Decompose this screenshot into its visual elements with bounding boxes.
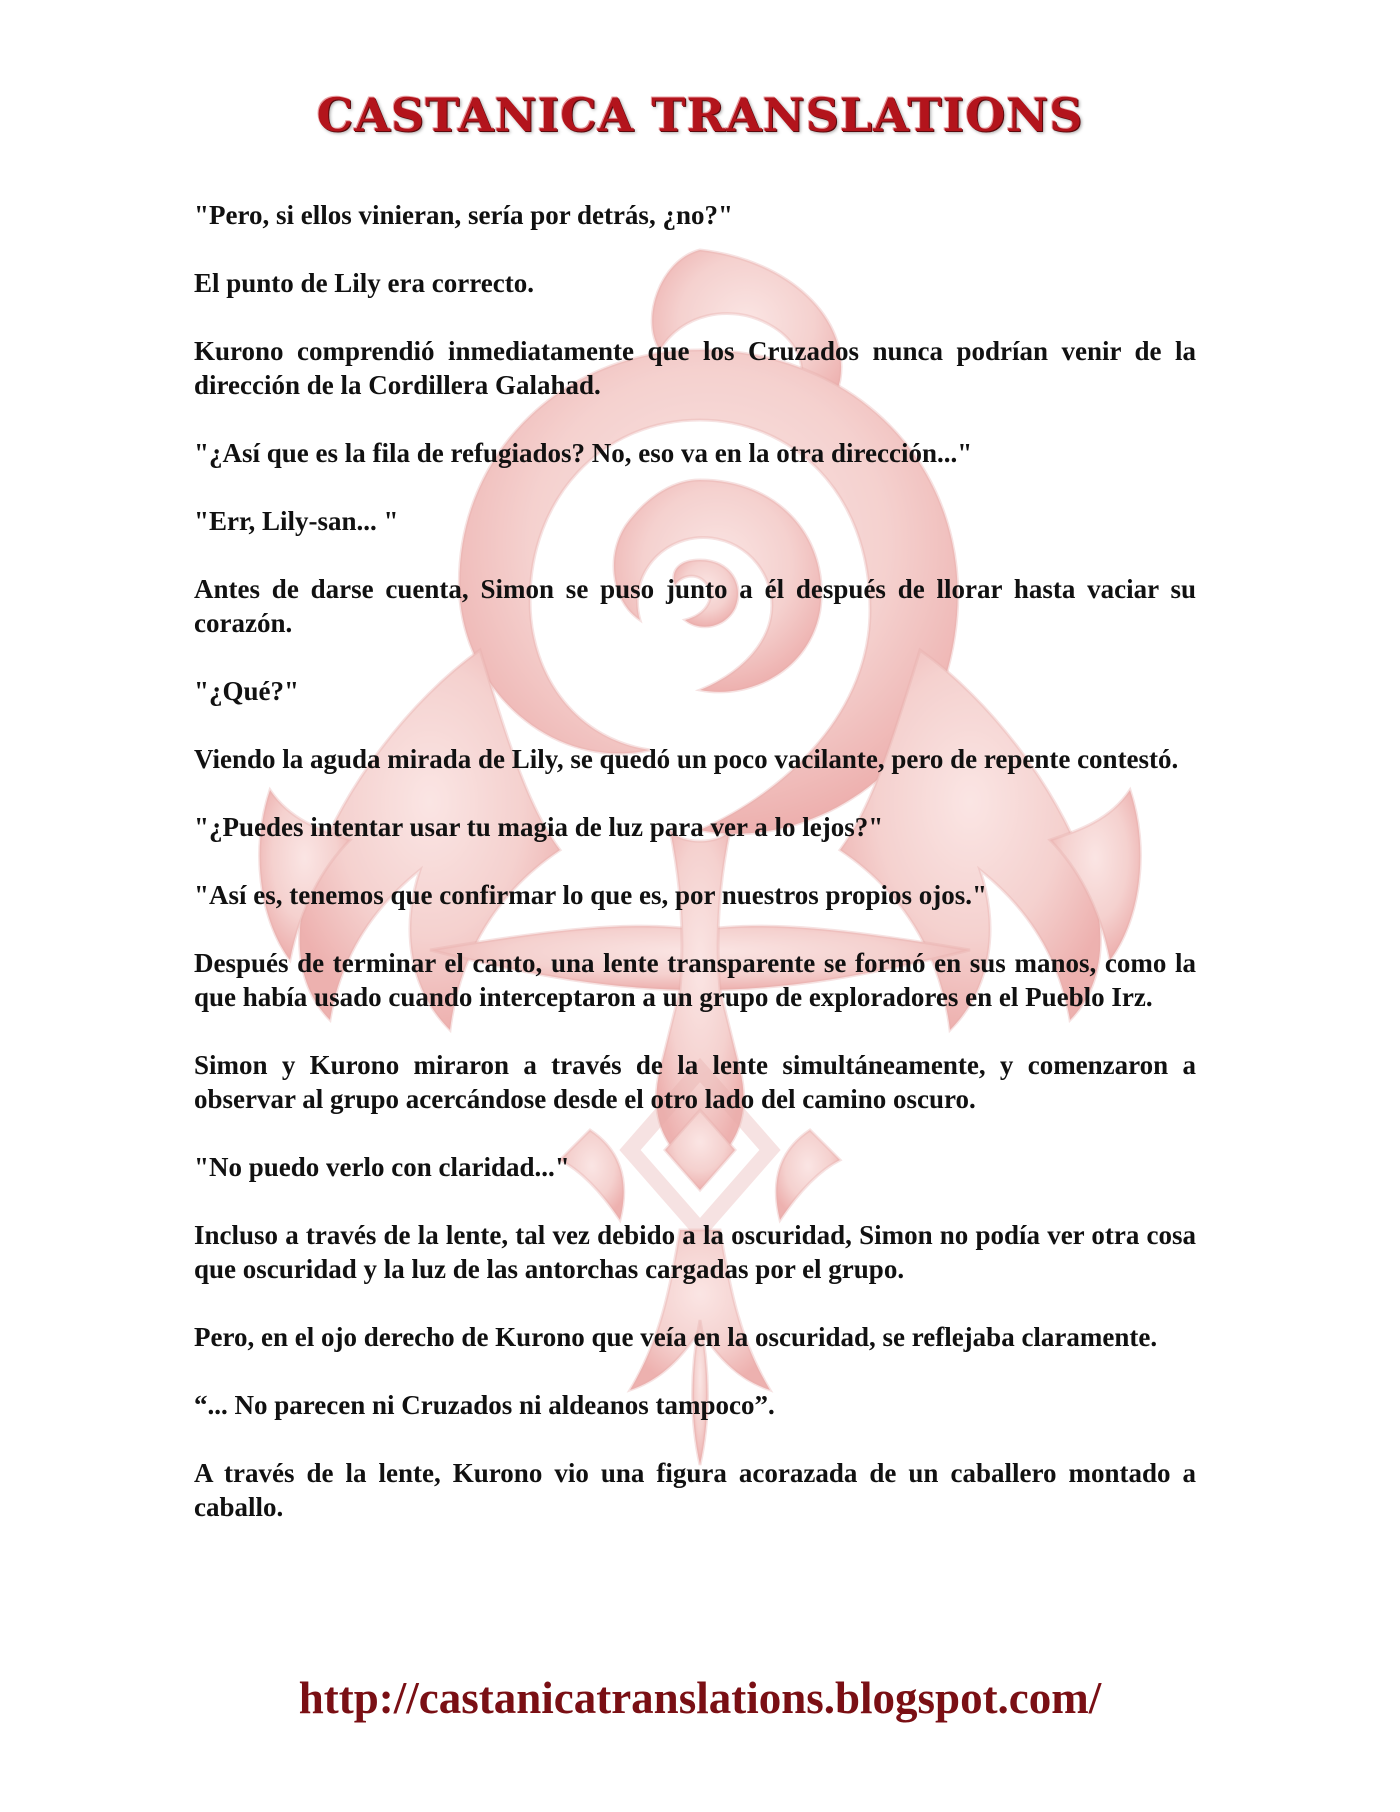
site-title: CASTANICA TRANSLATIONS — [316, 88, 1084, 142]
paragraph: Kurono comprendió inmediatamente que los Cruzados nunca podrían venir de la dirección de la Cordillera Galahad. — [194, 336, 1196, 400]
paragraph: Viendo la aguda mirada de Lily, se quedó un poco vacilante, pero de repente contestó. — [194, 744, 1179, 774]
paragraph: "No puedo verlo con claridad..." — [194, 1152, 570, 1182]
paragraph: Después de terminar el canto, una lente transparente se formó en sus manos, como la que había usado cuando interceptaron a un grupo de exploradores en el Pueblo Irz. — [194, 948, 1196, 1012]
blog-url-link[interactable]: http://castanicatranslations.blogspot.com/ — [298, 1673, 1102, 1723]
paragraph: A través de la lente, Kurono vio una figura acorazada de un caballero montado a caballo. — [194, 1458, 1196, 1522]
chapter-text — [194, 198, 1196, 1558]
paragraph: "¿Así que es la fila de refugiados? No, eso va en la otra dirección..." — [194, 438, 973, 468]
paragraph: "Así es, tenemos que confirmar lo que es, por nuestros propios ojos." — [194, 880, 988, 910]
paragraph: "Err, Lily-san... " — [194, 506, 399, 536]
paragraph: Incluso a través de la lente, tal vez debido a la oscuridad, Simon no podía ver otra cosa que oscuridad y la luz de las antorchas cargadas por el grupo. — [194, 1220, 1196, 1284]
paragraph: “... No parecen ni Cruzados ni aldeanos tampoco”. — [194, 1390, 775, 1420]
paragraph: Pero, en el ojo derecho de Kurono que veía en la oscuridad, se reflejaba claramente. — [194, 1322, 1158, 1352]
paragraph: Simon y Kurono miraron a través de la lente simultáneamente, y comenzaron a observar al grupo acercándose desde el otro lado del camino oscuro. — [194, 1050, 1196, 1114]
paragraph: "¿Puedes intentar usar tu magia de luz para ver a lo lejos?" — [194, 812, 884, 842]
paragraph: "¿Qué?" — [194, 676, 299, 706]
paragraph: "Pero, si ellos vinieran, sería por detrás, ¿no?" — [194, 200, 733, 230]
paragraph: El punto de Lily era correcto. — [194, 268, 534, 298]
paragraph: Antes de darse cuenta, Simon se puso junto a él después de llorar hasta vaciar su corazón. — [194, 574, 1196, 638]
